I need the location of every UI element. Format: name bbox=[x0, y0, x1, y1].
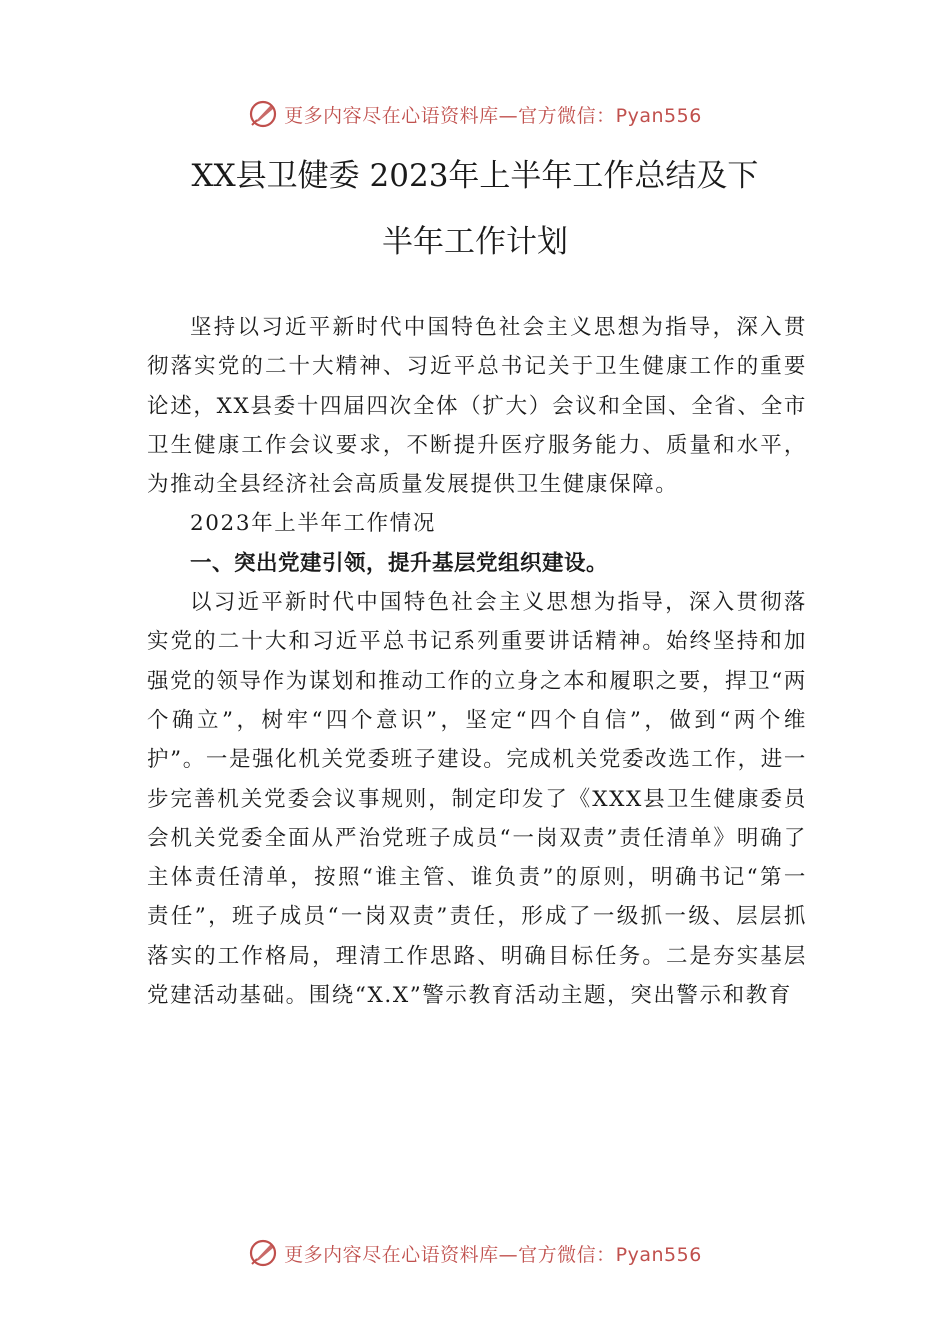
section-label: 2023年上半年工作情况 bbox=[190, 511, 436, 537]
watermark-text: 更多内容尽在心语资料库—官方微信：Pyan556 bbox=[284, 1243, 702, 1266]
document-title-line-1: XX县卫健委 2023年上半年工作总结及下 bbox=[191, 158, 759, 194]
intro-paragraph: 坚持以习近平新时代中国特色社会主义思想为指导，深入贯彻落实党的二十大精神、习近平总书记关于卫生健康工作的重要论述，XX县委十四届四次全体（扩大）会议和全国、全省、全市卫生健康工作会议要求，不断提升医疗服务能力、质量和水平，为推动全县经济社会高质量发展提供卫生健康保障。 bbox=[147, 315, 807, 498]
feather-pen-logo-icon bbox=[248, 1238, 278, 1268]
document-title-line-2: 半年工作计划 bbox=[382, 224, 568, 260]
feather-pen-logo-icon bbox=[248, 99, 278, 129]
section-heading: 一、突出党建引领，提升基层党组织建设。 bbox=[190, 550, 609, 576]
footer-watermark-banner bbox=[0, 1233, 950, 1273]
watermark-text: 更多内容尽在心语资料库—官方微信：Pyan556 bbox=[284, 104, 702, 127]
body-paragraph: 以习近平新时代中国特色社会主义思想为指导，深入贯彻落实党的二十大和习近平总书记系列重要讲话精神。始终坚持和加强党的领导作为谋划和推动工作的立身之本和履职之要，捍卫“两个确立”，树牢“四个意识”，坚定“四个自信”，做到“两个维护”。一是强化机关党委班子建设。完成机关党委改选工作，进一步完善机关党委会议事规则，制定印发了《XXX县卫生健康委员会机关党委全面从严治党班子成员“一岗双责”责任清单》明确了主体责任清单，按照“谁主管、谁负责”的原则，明确书记“第一责任”，班子成员“一岗双责”责任，形成了一级抓一级、层层抓落实的工作格局，理清工作思路、明确目标任务。二是夯实基层党建活动基础。围绕“X.X”警示教育活动主题，突出警示和教育 bbox=[147, 590, 807, 1009]
document-body bbox=[147, 308, 807, 1015]
header-watermark-banner bbox=[0, 94, 950, 134]
